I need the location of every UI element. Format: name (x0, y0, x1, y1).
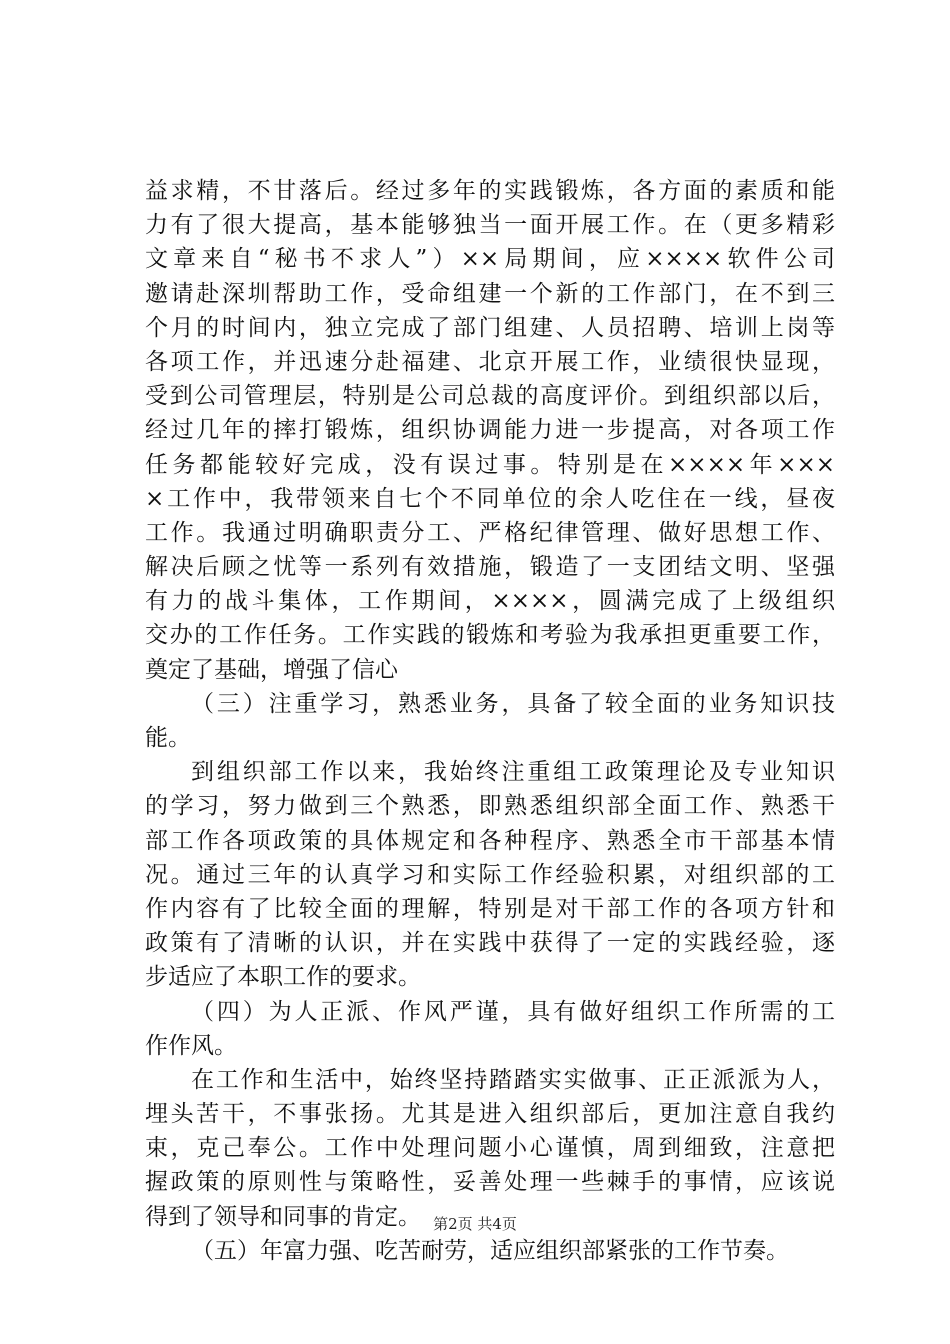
text-line: 到组织部工作以来，我始终注重组工政策理论及专业知识 (191, 759, 835, 786)
text-line: （五）年富力强、吃苦耐劳，适应组织部紧张的工作节奏。 (191, 1237, 789, 1264)
text-line: 步适应了本职工作的要求。 (145, 964, 421, 991)
text-line: ×工作中，我带领来自七个不同单位的余人吃住在一线，昼夜 (145, 485, 835, 512)
text-line: 解决后顾之忧等一系列有效措施，锻造了一支团结文明、坚强 (145, 554, 835, 581)
text-line: 个月的时间内，独立完成了部门组建、人员招聘、培训上岗等 (145, 314, 835, 341)
text-line: 作内容有了比较全面的理解，特别是对干部工作的各项方针和 (145, 895, 835, 922)
text-line: 各项工作，并迅速分赴福建、北京开展工作，业绩很快显现， (145, 348, 835, 375)
text-line: 有力的战斗集体，工作期间，××××，圆满完成了上级组织 (145, 588, 835, 615)
text-line: 部工作各项政策的具体规定和各种程序、熟悉全市干部基本情 (145, 827, 835, 854)
text-line: 任务都能较好完成，没有误过事。特别是在××××年××× (145, 451, 835, 478)
text-line: 握政策的原则性与策略性，妥善处理一些棘手的事情，应该说 (145, 1169, 835, 1196)
text-line: （三）注重学习，熟悉业务，具备了较全面的业务知识技 (191, 690, 835, 717)
text-line: 作作风。 (145, 1032, 237, 1059)
document-body (145, 174, 835, 1268)
text-line: 政策有了清晰的认识，并在实践中获得了一定的实践经验，逐 (145, 930, 835, 957)
text-line: 束，克己奉公。工作中处理问题小心谨慎，周到细致，注意把 (145, 1135, 835, 1162)
text-line: 的学习，努力做到三个熟悉，即熟悉组织部全面工作、熟悉干 (145, 793, 835, 820)
text-line: 工作。我通过明确职责分工、严格纪律管理、做好思想工作、 (145, 519, 835, 546)
page-number-footer: 第2页 共4页 (433, 1215, 517, 1233)
text-line: 益求精，不甘落后。经过多年的实践锻炼，各方面的素质和能 (145, 178, 835, 204)
text-line: 文章来自“秘书不求人”）××局期间，应××××软件公司 (145, 246, 835, 273)
text-line: 受到公司管理层，特别是公司总裁的高度评价。到组织部以后， (145, 383, 835, 410)
text-line: 力有了很大提高，基本能够独当一面开展工作。在（更多精彩 (145, 212, 835, 239)
text-line: （四）为人正派、作风严谨，具有做好组织工作所需的工 (191, 998, 835, 1025)
text-line: 交办的工作任务。工作实践的锻炼和考验为我承担更重要工作， (145, 622, 835, 649)
text-line: 埋头苦干，不事张扬。尤其是进入组织部后，更加注意自我约 (145, 1101, 835, 1128)
text-line: 经过几年的摔打锻炼，组织协调能力进一步提高，对各项工作 (145, 417, 835, 444)
text-line: 得到了领导和同事的肯定。 (145, 1203, 421, 1230)
text-line: 能。 (145, 725, 191, 751)
text-line: 况。通过三年的认真学习和实际工作经验积累，对组织部的工 (145, 861, 835, 888)
text-line: 邀请赴深圳帮助工作，受命组建一个新的工作部门，在不到三 (145, 280, 835, 307)
text-line: 奠定了基础，增强了信心 (145, 656, 398, 683)
text-line: 在工作和生活中，始终坚持踏踏实实做事、正正派派为人， (191, 1066, 835, 1093)
